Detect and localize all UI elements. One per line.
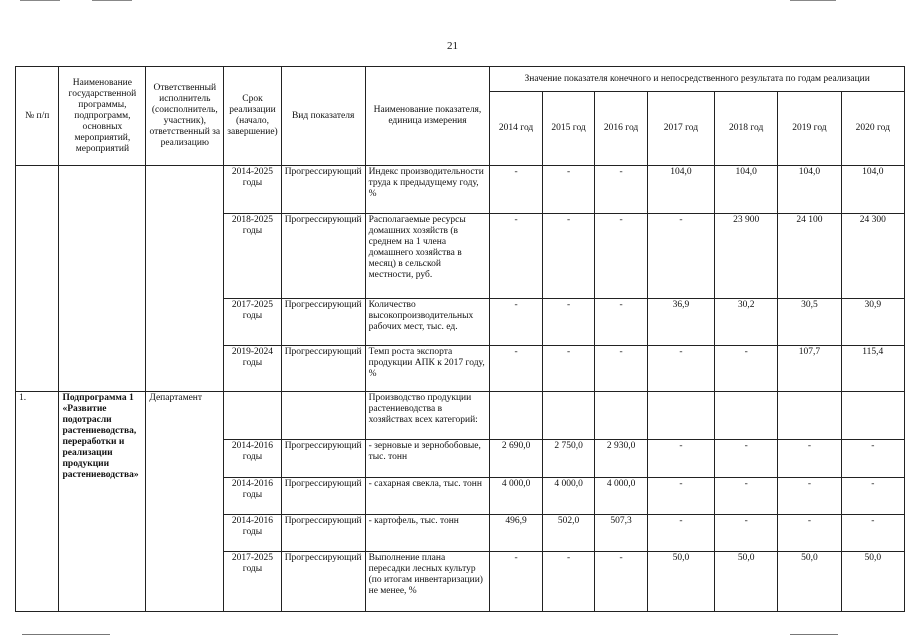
value-cell: - xyxy=(647,440,714,478)
page-bottom-rule xyxy=(22,634,110,635)
value-cell: 115,4 xyxy=(841,346,904,392)
program-cell: Подпрограмма 1 «Развитие подотрасли растениеводства, переработки и реализации продукции растениеводства» xyxy=(59,392,146,612)
value-cell: 50,0 xyxy=(841,552,904,612)
kind-cell-empty xyxy=(281,392,365,440)
value-cell: - xyxy=(715,440,778,478)
value-cell-empty xyxy=(542,392,595,440)
term-cell: 2014-2016 годы xyxy=(224,440,281,478)
indicator-cell: Количество высокопроизводительных рабочих мест, тыс. ед. xyxy=(365,299,490,346)
kind-cell: Прогрессирующий xyxy=(281,515,365,552)
indicator-cell: - картофель, тыс. тонн xyxy=(365,515,490,552)
term-cell: 2014-2016 годы xyxy=(224,478,281,515)
value-cell-empty xyxy=(647,392,714,440)
page-number: 21 xyxy=(447,40,458,52)
value-cell: - xyxy=(542,214,595,299)
kind-cell: Прогрессирующий xyxy=(281,346,365,392)
value-cell: 30,5 xyxy=(778,299,841,346)
value-cell: 107,7 xyxy=(778,346,841,392)
header-year: 2017 год xyxy=(647,92,714,166)
indicator-cell: - сахарная свекла, тыс. тонн xyxy=(365,478,490,515)
kind-cell: Прогрессирующий xyxy=(281,166,365,214)
value-cell: - xyxy=(715,346,778,392)
indicators-table xyxy=(15,66,905,612)
value-cell: - xyxy=(647,346,714,392)
executor-cell-empty xyxy=(146,166,224,392)
group-header-cell: Производство продукции растениеводства в хозяйствах всех категорий: xyxy=(365,392,490,440)
table-row xyxy=(16,166,905,214)
value-cell: 36,9 xyxy=(647,299,714,346)
page-top-rule xyxy=(20,0,60,1)
value-cell: - xyxy=(490,346,543,392)
header-values-group: Значение показателя конечного и непосредственного результата по годам реализации xyxy=(490,67,905,92)
value-cell: - xyxy=(841,478,904,515)
header-term: Срок реализации (начало, завершение) xyxy=(224,67,281,166)
kind-cell: Прогрессирующий xyxy=(281,299,365,346)
header-num: № п/п xyxy=(16,67,59,166)
header-executor: Ответственный исполнитель (соисполнитель, участник), ответственный за реализацию xyxy=(146,67,224,166)
header-row xyxy=(16,67,905,92)
value-cell: - xyxy=(490,552,543,612)
value-cell: - xyxy=(647,515,714,552)
value-cell: - xyxy=(542,346,595,392)
value-cell: 30,2 xyxy=(715,299,778,346)
value-cell: - xyxy=(490,166,543,214)
value-cell: - xyxy=(647,478,714,515)
header-year: 2016 год xyxy=(595,92,648,166)
term-cell: 2014-2025 годы xyxy=(224,166,281,214)
value-cell: 2 690,0 xyxy=(490,440,543,478)
indicator-cell: Выполнение плана пересадки лесных культур (по итогам инвентаризации) не менее, % xyxy=(365,552,490,612)
value-cell-empty xyxy=(490,392,543,440)
value-cell-empty xyxy=(841,392,904,440)
header-year: 2020 год xyxy=(841,92,904,166)
value-cell: - xyxy=(595,166,648,214)
term-cell: 2014-2016 годы xyxy=(224,515,281,552)
value-cell: - xyxy=(595,552,648,612)
term-cell: 2017-2025 годы xyxy=(224,299,281,346)
value-cell: - xyxy=(490,299,543,346)
value-cell: 24 300 xyxy=(841,214,904,299)
term-cell: 2019-2024 годы xyxy=(224,346,281,392)
indicator-cell: Располагаемые ресурсы домашних хозяйств (в среднем на 1 члена домашнего хозяйства в месяц) в сельской местности, руб. xyxy=(365,214,490,299)
header-year: 2015 год xyxy=(542,92,595,166)
page-top-rule xyxy=(92,0,132,1)
header-program: Наименование государственной программы, подпрограмм, основных мероприятий, мероприятий xyxy=(59,67,146,166)
value-cell-empty xyxy=(778,392,841,440)
value-cell: - xyxy=(715,515,778,552)
value-cell: - xyxy=(595,299,648,346)
kind-cell: Прогрессирующий xyxy=(281,478,365,515)
value-cell: 104,0 xyxy=(715,166,778,214)
value-cell: 4 000,0 xyxy=(490,478,543,515)
value-cell: - xyxy=(647,214,714,299)
indicator-cell: Индекс производительности труда к предыдущему году, % xyxy=(365,166,490,214)
value-cell: 4 000,0 xyxy=(595,478,648,515)
kind-cell: Прогрессирующий xyxy=(281,440,365,478)
term-cell: 2018-2025 годы xyxy=(224,214,281,299)
page-bottom-rule xyxy=(790,634,838,635)
value-cell: 50,0 xyxy=(715,552,778,612)
value-cell: 496,9 xyxy=(490,515,543,552)
term-cell-empty xyxy=(224,392,281,440)
num-cell: 1. xyxy=(16,392,59,612)
indicator-cell: - зерновые и зернобобовые, тыс. тонн xyxy=(365,440,490,478)
header-year: 2019 год xyxy=(778,92,841,166)
program-cell-empty xyxy=(59,166,146,392)
value-cell: 24 100 xyxy=(778,214,841,299)
header-year: 2014 год xyxy=(490,92,543,166)
value-cell: - xyxy=(490,214,543,299)
executor-cell: Департамент xyxy=(146,392,224,612)
value-cell: 104,0 xyxy=(778,166,841,214)
header-indicator: Наименование показателя, единица измерения xyxy=(365,67,490,166)
num-cell-empty xyxy=(16,166,59,392)
value-cell: 2 930,0 xyxy=(595,440,648,478)
value-cell: - xyxy=(595,214,648,299)
value-cell: 502,0 xyxy=(542,515,595,552)
value-cell: 104,0 xyxy=(647,166,714,214)
header-kind: Вид показателя xyxy=(281,67,365,166)
value-cell-empty xyxy=(595,392,648,440)
page-top-rule xyxy=(790,0,836,1)
value-cell: - xyxy=(778,440,841,478)
table-row xyxy=(16,392,905,440)
value-cell: - xyxy=(841,440,904,478)
indicator-cell: Темп роста экспорта продукции АПК к 2017 году, % xyxy=(365,346,490,392)
value-cell: 50,0 xyxy=(778,552,841,612)
value-cell: - xyxy=(778,478,841,515)
value-cell: - xyxy=(778,515,841,552)
value-cell: - xyxy=(542,166,595,214)
value-cell: 30,9 xyxy=(841,299,904,346)
value-cell: 507,3 xyxy=(595,515,648,552)
value-cell-empty xyxy=(715,392,778,440)
value-cell: 104,0 xyxy=(841,166,904,214)
value-cell: - xyxy=(542,552,595,612)
header-year: 2018 год xyxy=(715,92,778,166)
value-cell: 4 000,0 xyxy=(542,478,595,515)
term-cell: 2017-2025 годы xyxy=(224,552,281,612)
value-cell: 50,0 xyxy=(647,552,714,612)
value-cell: - xyxy=(595,346,648,392)
value-cell: - xyxy=(542,299,595,346)
value-cell: 2 750,0 xyxy=(542,440,595,478)
kind-cell: Прогрессирующий xyxy=(281,552,365,612)
kind-cell: Прогрессирующий xyxy=(281,214,365,299)
value-cell: 23 900 xyxy=(715,214,778,299)
value-cell: - xyxy=(841,515,904,552)
value-cell: - xyxy=(715,478,778,515)
